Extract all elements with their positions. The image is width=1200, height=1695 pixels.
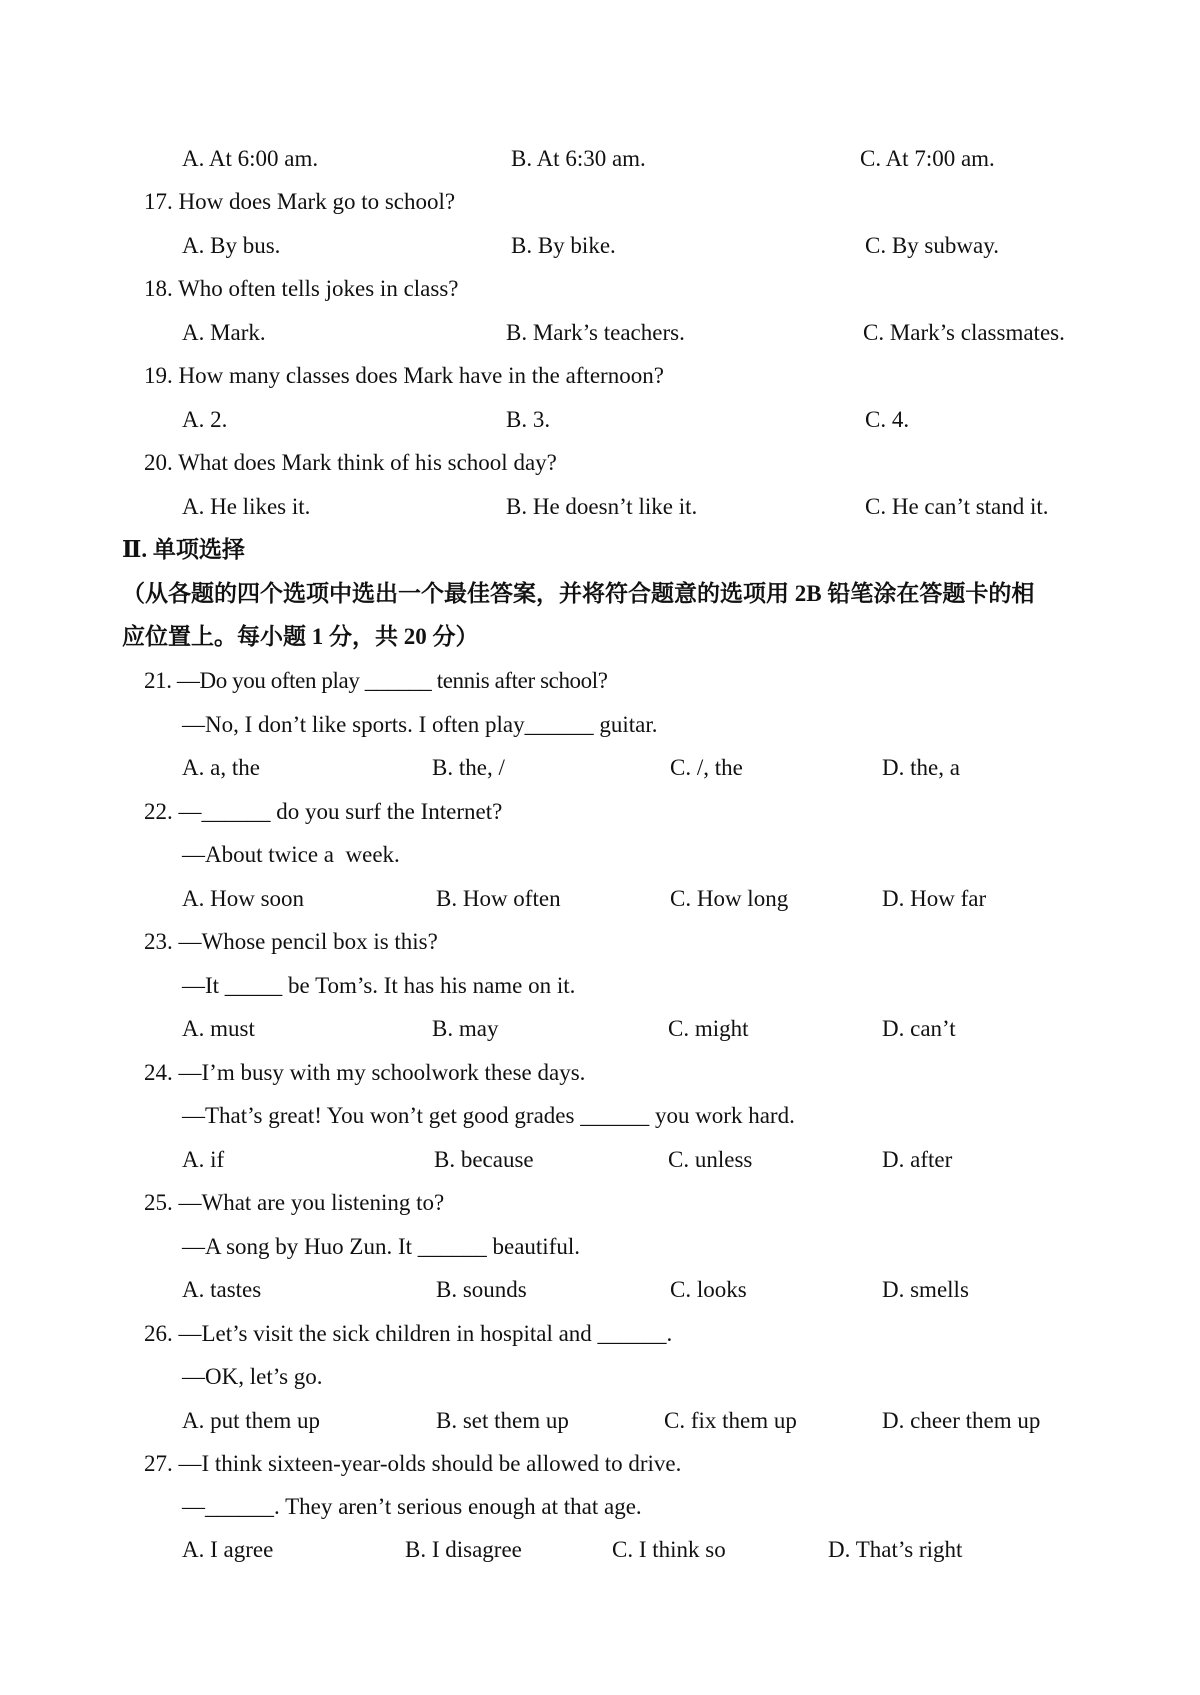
q17-stem: 17. How does Mark go to school? [144, 189, 456, 214]
q26-option-d: D. cheer them up [882, 1408, 1041, 1433]
q26-option-a: A. put them up [182, 1408, 320, 1433]
q23-option-b: B. may [432, 1016, 499, 1041]
q27-option-a: A. I agree [182, 1537, 274, 1562]
q21-reply: —No, I don’t like sports. I often play______ guitar. [182, 712, 658, 737]
section-2-instruction-line-2: 应位置上。每小题 1 分，共 20 分） [122, 624, 479, 649]
q22-option-a: A. How soon [182, 886, 305, 911]
q17-option-b: B. By bike. [511, 233, 616, 258]
q27-stem: 27. —I think sixteen-year-olds should be allowed to drive. [144, 1451, 682, 1476]
q27-option-c: C. I think so [612, 1537, 726, 1562]
q23-reply: —It _____ be Tom’s. It has his name on it. [182, 973, 576, 998]
q25-option-d: D. smells [882, 1277, 969, 1302]
q18-option-a: A. Mark. [182, 320, 266, 345]
q26-reply: —OK, let’s go. [182, 1364, 323, 1389]
q25-option-b: B. sounds [436, 1277, 527, 1302]
q23-option-a: A. must [182, 1016, 255, 1041]
q22-stem: 22. —______ do you surf the Internet? [144, 799, 503, 824]
q19-option-b: B. 3. [506, 407, 551, 432]
q16-option-c: C. At 7:00 am. [860, 146, 995, 171]
q22-option-d: D. How far [882, 886, 987, 911]
q26-option-c: C. fix them up [664, 1408, 797, 1433]
q26-option-b: B. set them up [436, 1408, 569, 1433]
q21-option-c: C. /, the [670, 755, 743, 780]
q25-reply: —A song by Huo Zun. It ______ beautiful. [182, 1234, 580, 1259]
q21-option-a: A. a, the [182, 755, 260, 780]
q23-stem: 23. —Whose pencil box is this? [144, 929, 438, 954]
q16-option-a: A. At 6:00 am. [182, 146, 319, 171]
q24-reply: —That’s great! You won’t get good grades ______ you work hard. [182, 1103, 795, 1128]
q20-option-c: C. He can’t stand it. [865, 494, 1049, 519]
q18-option-c: C. Mark’s classmates. [863, 320, 1065, 345]
q27-reply: —______. They aren’t serious enough at that age. [182, 1494, 642, 1519]
q24-option-c: C. unless [668, 1147, 753, 1172]
section-2-title: Ⅱ. 单项选择 [122, 537, 245, 562]
q20-stem: 20. What does Mark think of his school day? [144, 450, 557, 475]
q19-option-c: C. 4. [865, 407, 910, 432]
q17-option-a: A. By bus. [182, 233, 281, 258]
section-2-instruction-line-1: （从各题的四个选项中选出一个最佳答案，并将符合题意的选项用 2B 铅笔涂在答题卡的相 [122, 581, 1035, 606]
q24-option-d: D. after [882, 1147, 953, 1172]
q27-option-b: B. I disagree [405, 1537, 522, 1562]
q23-option-d: D. can’t [882, 1016, 956, 1041]
q18-option-b: B. Mark’s teachers. [506, 320, 685, 345]
q19-option-a: A. 2. [182, 407, 228, 432]
q23-option-c: C. might [668, 1016, 749, 1041]
q22-option-c: C. How long [670, 886, 789, 911]
q20-option-a: A. He likes it. [182, 494, 311, 519]
q21-stem: 21. —Do you often play ______ tennis after school? [144, 668, 608, 693]
q25-option-c: C. looks [670, 1277, 747, 1302]
q26-stem: 26. —Let’s visit the sick children in hospital and ______. [144, 1321, 673, 1346]
q16-option-b: B. At 6:30 am. [511, 146, 646, 171]
q24-option-b: B. because [434, 1147, 534, 1172]
q24-stem: 24. —I’m busy with my schoolwork these days. [144, 1060, 586, 1085]
q21-option-b: B. the, / [432, 755, 505, 780]
q27-option-d: D. That’s right [828, 1537, 963, 1562]
q21-option-d: D. the, a [882, 755, 960, 780]
q22-reply: —About twice a week. [182, 842, 400, 867]
q24-option-a: A. if [182, 1147, 225, 1172]
q25-option-a: A. tastes [182, 1277, 262, 1302]
q17-option-c: C. By subway. [865, 233, 999, 258]
q19-stem: 19. How many classes does Mark have in the afternoon? [144, 363, 664, 388]
q18-stem: 18. Who often tells jokes in class? [144, 276, 459, 301]
q20-option-b: B. He doesn’t like it. [506, 494, 698, 519]
q25-stem: 25. —What are you listening to? [144, 1190, 445, 1215]
q22-option-b: B. How often [436, 886, 561, 911]
